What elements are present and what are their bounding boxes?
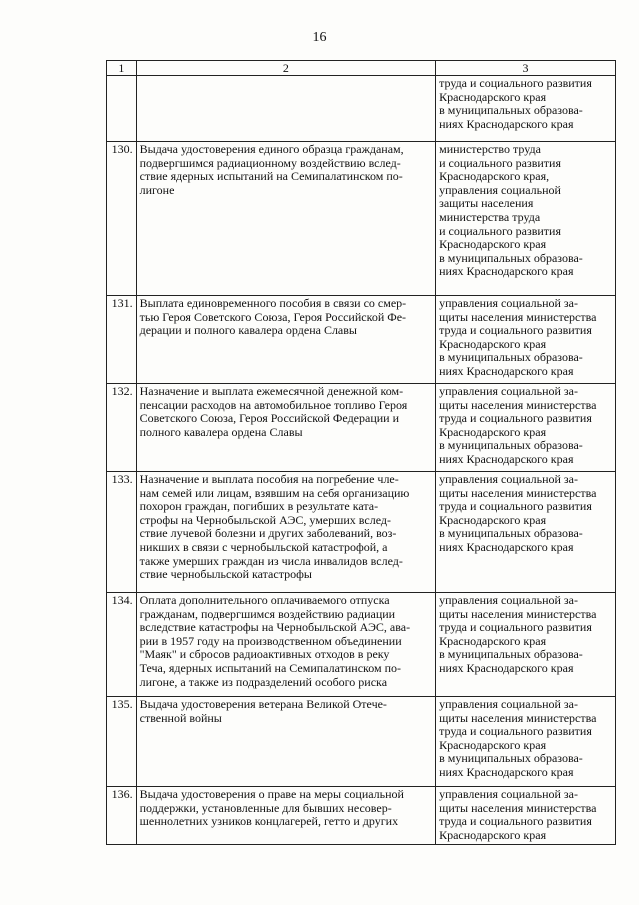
header-col-1: 1 xyxy=(107,61,137,76)
service-cell: Выплата единовременного пособия в связи со смер- тью Героя Советского Союза, Героя Российской Фе- дерации и полного кавалера ордена Славы xyxy=(136,296,435,384)
service-cell: Выдача удостоверения ветерана Великой Отече- ственной войны xyxy=(136,697,435,787)
table-row xyxy=(107,384,616,472)
page-number: 16 xyxy=(312,30,327,45)
authority-cell: управления социальной за- щиты населения министерства труда и социального развития Краснодарского края в муниципальных образова- ниях Краснодарского края xyxy=(436,697,616,787)
service-cell: Назначение и выплата пособия на погребение чле- нам семей или лицам, взявшим на себя организацию похорон граждан, погибших в результате ката- строфы на Чернобыльской АЭС, умерших вслед- ствие лучевой болезни и других заболеваний, воз- никших в связи с чернобыльской катастрофой, а также умерших граждан из числа инвалидов вслед- ствие чернобыльской катастрофы xyxy=(136,472,435,593)
row-number xyxy=(107,76,137,142)
authority-cell: управления социальной за- щиты населения министерства труда и социального развития Краснодарского края xyxy=(436,787,616,845)
authority-cell: управления социальной за- щиты населения министерства труда и социального развития Краснодарского края в муниципальных образова- ниях Краснодарского края xyxy=(436,593,616,697)
service-cell: Выдача удостоверения единого образца гражданам, подвергшимся радиационному воздействию вслед- ствие ядерных испытаний на Семипалатинском по- лигоне xyxy=(136,142,435,296)
table-row xyxy=(107,296,616,384)
service-cell: Назначение и выплата ежемесячной денежной ком- пенсации расходов на автомобильное топливо Героя Советского Союза, Героя Российской Федерации и полного кавалера ордена Славы xyxy=(136,384,435,472)
service-cell: Оплата дополнительного оплачиваемого отпуска гражданам, подвергшимся воздействию радиации вследствие катастрофы на Чернобыльской АЭС, ава- рии в 1957 году на производственном объединении "Маяк" и сбросов радиоактивных отходов в реку Теча, ядерных испытаний на Семипалатинском по- лигоне, а также из подразделений особого риска xyxy=(136,593,435,697)
service-cell: Выдача удостоверения о праве на меры социальной поддержки, установленные для бывших несовер- шеннолетних узников концлагерей, гетто и других xyxy=(136,787,435,845)
authority-cell: труда и социального развития Краснодарского края в муниципальных образова- ниях Краснодарского края xyxy=(436,76,616,142)
table-row xyxy=(107,142,616,296)
table-row xyxy=(107,76,616,142)
row-number: 132. xyxy=(107,384,137,472)
authority-cell: управления социальной за- щиты населения министерства труда и социального развития Краснодарского края в муниципальных образова- ниях Краснодарского края xyxy=(436,384,616,472)
row-number: 133. xyxy=(107,472,137,593)
header-row xyxy=(107,61,616,76)
table-row xyxy=(107,472,616,593)
row-number: 135. xyxy=(107,697,137,787)
table-row xyxy=(107,697,616,787)
row-number: 131. xyxy=(107,296,137,384)
table-row xyxy=(107,593,616,697)
service-cell xyxy=(136,76,435,142)
authority-cell: управления социальной за- щиты населения министерства труда и социального развития Краснодарского края в муниципальных образова- ниях Краснодарского края xyxy=(436,296,616,384)
row-number: 130. xyxy=(107,142,137,296)
services-table xyxy=(106,60,616,845)
header-col-3: 3 xyxy=(436,61,616,76)
authority-cell: управления социальной за- щиты населения министерства труда и социального развития Краснодарского края в муниципальных образова- ниях Краснодарского края xyxy=(436,472,616,593)
header-col-2: 2 xyxy=(136,61,435,76)
row-number: 136. xyxy=(107,787,137,845)
row-number: 134. xyxy=(107,593,137,697)
table-row xyxy=(107,787,616,845)
authority-cell: министерство труда и социального развития Краснодарского края, управления социальной защиты населения министерства труда и социального развития Краснодарского края в муниципальных образова- ниях Краснодарского края xyxy=(436,142,616,296)
